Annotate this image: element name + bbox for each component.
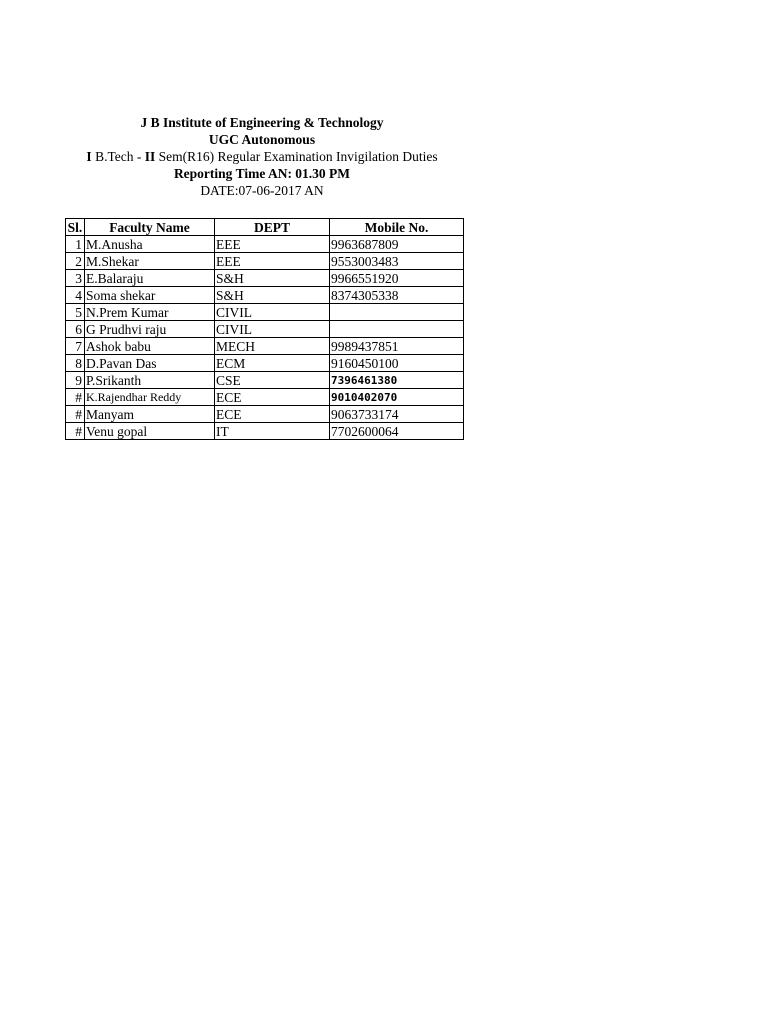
cell-faculty-name: P.Srikanth xyxy=(85,372,215,389)
cell-faculty-name: M.Shekar xyxy=(85,253,215,270)
table-row xyxy=(66,253,464,270)
table-row xyxy=(66,406,464,423)
cell-dept: ECE xyxy=(215,389,330,406)
table-row xyxy=(66,236,464,253)
cell-mobile: 9160450100 xyxy=(330,355,464,372)
cell-sl: # xyxy=(66,406,85,423)
cell-sl: 3 xyxy=(66,270,85,287)
cell-faculty-name: Ashok babu xyxy=(85,338,215,355)
cell-dept: IT xyxy=(215,423,330,440)
cell-dept: ECE xyxy=(215,406,330,423)
cell-faculty-name: M.Anusha xyxy=(85,236,215,253)
cell-sl: 7 xyxy=(66,338,85,355)
exam-semester: II xyxy=(144,149,156,164)
cell-mobile: 9966551920 xyxy=(330,270,464,287)
table-row xyxy=(66,338,464,355)
cell-mobile: 9063733174 xyxy=(330,406,464,423)
cell-dept: MECH xyxy=(215,338,330,355)
cell-mobile: 9553003483 xyxy=(330,253,464,270)
table-row xyxy=(66,423,464,440)
cell-faculty-name: N.Prem Kumar xyxy=(85,304,215,321)
cell-sl: # xyxy=(66,389,85,406)
table-header-row xyxy=(66,219,464,236)
table-row xyxy=(66,321,464,338)
table-row xyxy=(66,389,464,406)
cell-dept: EEE xyxy=(215,236,330,253)
cell-faculty-name: Venu gopal xyxy=(85,423,215,440)
cell-dept: CIVIL xyxy=(215,304,330,321)
cell-mobile xyxy=(330,321,464,338)
column-header-dept: DEPT xyxy=(215,219,330,236)
exam-title xyxy=(0,148,524,165)
cell-dept: ECM xyxy=(215,355,330,372)
cell-mobile: 7702600064 xyxy=(330,423,464,440)
cell-mobile: 9989437851 xyxy=(330,338,464,355)
table-row xyxy=(66,287,464,304)
institute-name: J B Institute of Engineering & Technology xyxy=(140,115,384,130)
cell-sl: 9 xyxy=(66,372,85,389)
cell-dept: CIVIL xyxy=(215,321,330,338)
cell-dept: EEE xyxy=(215,253,330,270)
cell-faculty-name: Manyam xyxy=(85,406,215,423)
table-row xyxy=(66,270,464,287)
autonomy-status: UGC Autonomous xyxy=(208,132,316,147)
column-header-mobile: Mobile No. xyxy=(330,219,464,236)
cell-faculty-name: D.Pavan Das xyxy=(85,355,215,372)
cell-dept: S&H xyxy=(215,270,330,287)
cell-sl: 1 xyxy=(66,236,85,253)
cell-dept: CSE xyxy=(215,372,330,389)
exam-date: DATE:07-06-2017 AN xyxy=(200,183,324,198)
cell-mobile: 8374305338 xyxy=(330,287,464,304)
cell-sl: 2 xyxy=(66,253,85,270)
cell-mobile: 9963687809 xyxy=(330,236,464,253)
cell-sl: # xyxy=(66,423,85,440)
cell-mobile: 7396461380 xyxy=(330,372,464,389)
column-header-faculty-name: Faculty Name xyxy=(85,219,215,236)
table-row xyxy=(66,372,464,389)
cell-sl: 6 xyxy=(66,321,85,338)
cell-mobile xyxy=(330,304,464,321)
cell-faculty-name: K.Rajendhar Reddy xyxy=(85,389,215,406)
cell-sl: 4 xyxy=(66,287,85,304)
cell-faculty-name: E.Balaraju xyxy=(85,270,215,287)
exam-btech: B.Tech - xyxy=(91,149,145,164)
document-header xyxy=(0,114,524,199)
table-row xyxy=(66,355,464,372)
cell-faculty-name: Soma shekar xyxy=(85,287,215,304)
table-body xyxy=(66,236,464,440)
cell-faculty-name: G Prudhvi raju xyxy=(85,321,215,338)
column-header-sl: Sl. xyxy=(66,219,85,236)
invigilation-table xyxy=(65,218,464,440)
exam-rest: Sem(R16) Regular Examination Invigilation Duties xyxy=(155,149,438,164)
exam-year: I xyxy=(86,149,92,164)
cell-mobile: 9010402070 xyxy=(330,389,464,406)
cell-dept: S&H xyxy=(215,287,330,304)
reporting-time: Reporting Time AN: 01.30 PM xyxy=(173,166,351,181)
cell-sl: 8 xyxy=(66,355,85,372)
table-row xyxy=(66,304,464,321)
cell-sl: 5 xyxy=(66,304,85,321)
